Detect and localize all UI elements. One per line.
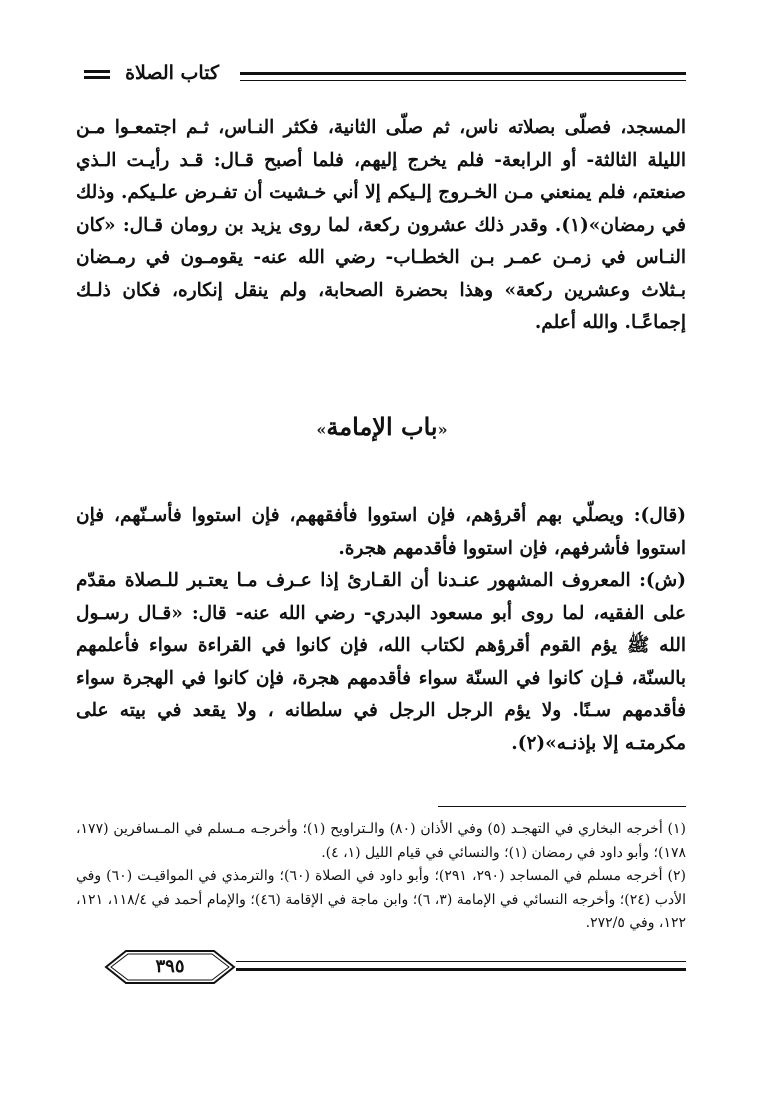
footnote-2: (٢) أخرجه مسلم في المساجد (٢٩٠، ٢٩١)؛ وأبو داود في الصلاة (٦٠)؛ والترمذي في المواقيـت (٦٠) وفي الأدب (٢٤)؛ وأخرجه النسائي في الإمامة (٣، ٦)؛ وابن ماجة في الإقامة (٤٦)؛ والإمام أحمد في ١١٨/٤، ١٢١، ١٢٢، وفي ٢٧٢/٥. xyxy=(76,868,687,931)
section-heading-text: باب الإمامة xyxy=(326,412,438,441)
footnote-1: (١) أخرجه البخاري في التهجـد (٥) وفي الأذان (٨٠) والـتراويح (١)؛ وأخرجـه مـسلم في المـسافرين (١٧٧، ١٧٨)؛ وأبو داود في رمضان (١)؛ والنسائي في قيام الليل (١، ٤). xyxy=(76,821,687,861)
ornament-right-icon: » xyxy=(316,420,327,439)
section-heading xyxy=(0,412,764,441)
footnote-separator xyxy=(438,806,686,807)
footer-rule xyxy=(236,961,686,971)
header-ornament-mark xyxy=(84,70,110,79)
sharh-paragraph: (ش): المعروف المشهور عنـدنا أن القـارئ إذا عـرف مـا يعتـبر للـصلاة مقدّم على الفقيه، لما روى أبو مسعود البدري- رضي الله عنه- قال: «قـال رسـول الله ﷺ يؤم القوم أقرؤهم لكتاب الله، فإن كانوا في القراءة سواء فأعلمهم بالسنّة، فـإن كانوا في السنّة سواء فأقدمهم هجرة، فإن كانوا في الهجرة سواء فأقدمهم سـنًا. ولا يؤم الرجل الرجل في سلطانه ، ولا يقعد في بيته على مكرمتـه إلا بإذنـه»(٢). xyxy=(76,570,686,754)
ornament-left-icon: « xyxy=(437,420,448,439)
body-paragraph: المسجد، فصلّى بصلاته ناس، ثم صلّى الثانية، فكثر النـاس، ثـم اجتمعـوا مـن الليلة الثالثة- أو الرابعة- فلم يخرج إليهم، فلما أصبح قـال: قـد رأيـت الـذي صنعتم، فلم يمنعني مـن الخـروج إلـيكم إلا أني خـشيت أن تفـرض علـيكم. وذلك في رمضان»(١). وقدر ذلك عشرون ركعة، لما روى يزيد بن رومان قـال: «كان النـاس في زمـن عمـر بـن الخطـاب- رضي الله عنه- يقومـون في رمـضان بـثلاث وعشرين ركعة» وهذا بحضرة الصحابة، ولم ينقل إنكاره، فكان ذلـك إجماعًـا. والله أعلم. xyxy=(76,117,686,333)
header-rule xyxy=(240,72,686,81)
section-body xyxy=(76,500,686,760)
running-header-title: كتاب الصلاة xyxy=(125,62,219,84)
footnotes xyxy=(76,818,686,936)
matn-paragraph: (قال): ويصلّي بهم أقرؤهم، فإن استووا فأفقههم، فإن استووا فأسـنّهم، فإن استووا فأشرفهم، فإن استووا فأقدمهم هجرة. xyxy=(76,505,686,559)
page-number: ٣٩٥ xyxy=(155,956,185,977)
